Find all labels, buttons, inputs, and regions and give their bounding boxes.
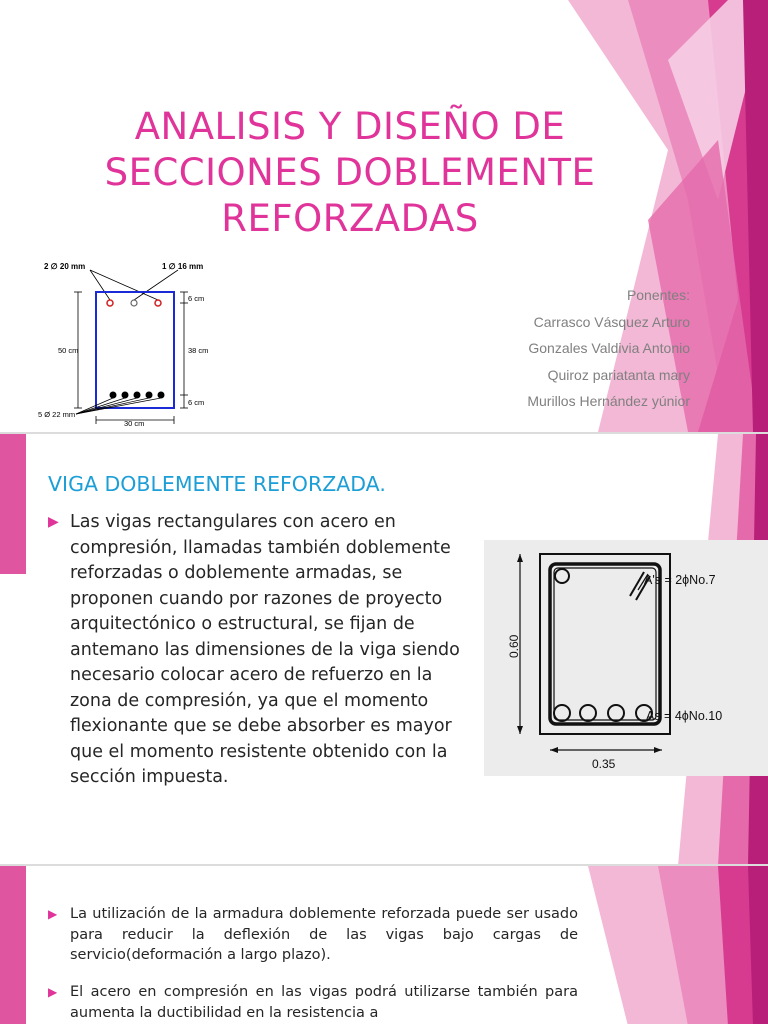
slide-uses [0, 864, 768, 1024]
slide-title [0, 0, 768, 432]
title-line-2: SECCIONES DOBLEMENTE [104, 151, 596, 194]
rebar-bottom-5 [158, 392, 165, 399]
bullet-text: El acero en compresión en las vigas podrá utilizarse también para aumenta la ductibilidad en la resistencia a [70, 984, 578, 1021]
title-line-1: ANALISIS Y DISEÑO DE [134, 105, 566, 148]
pink-geometric-decoration [568, 866, 768, 1024]
section-heading: VIGA DOBLEMENTE REFORZADA. [48, 472, 386, 496]
title-line-3: REFORZADAS [221, 197, 479, 240]
bullet-deflection [48, 904, 578, 966]
rebar-top-1 [107, 300, 113, 306]
presenter-name: Carrasco Vásquez Arturo [533, 313, 690, 330]
paragraph-text: Las vigas rectangulares con acero en compresión, llamadas también doblemente reforzadas o doblemente armadas, se proponen cuando por razones de proyecto arquitectónico o estructural, se fijan de antemano las dimensiones de la viga siendo necesario colocar acero de refuerzo en la zona de compresión, ya que el momento flexionante que se debe absorber es mayor que el momento resistente obtenido con la sección impuesta. [70, 512, 460, 787]
triangle-bullet-icon: ▶ [48, 985, 58, 999]
rebar-bottom-3 [134, 392, 141, 399]
label-top-left-bars: 2 ∅ 20 mm [44, 262, 86, 271]
rebar-bottom-1 [110, 392, 117, 399]
bullet-ductility [48, 982, 578, 1023]
triangle-bullet-icon: ▶ [48, 907, 58, 921]
pink-left-accent [0, 866, 26, 1024]
rebar-bottom-4 [146, 392, 153, 399]
rebar-top-2 [131, 300, 137, 306]
presenter-name: Murillos Hernández yúnior [527, 393, 690, 409]
bullet-text: La utilización de la armadura doblemente reforzada puede ser usado para reducir la deflexión de las vigas bajo cargas de servicio(deformación a largo plazo). [70, 906, 578, 963]
presenters-list [527, 282, 690, 415]
presenter-name: Quiroz pariatanta mary [547, 366, 690, 383]
pink-left-accent [0, 434, 26, 574]
label-height: 0.60 [507, 634, 521, 658]
slide-title-text [80, 104, 620, 242]
presenters-label: Ponentes: [626, 287, 690, 303]
presenter-name: Gonzales Valdivia Antonio [528, 340, 690, 356]
definition-paragraph [48, 510, 478, 791]
label-bottom-steel: As = 4ϕNo.10 [646, 709, 723, 723]
label-width: 0.35 [592, 757, 616, 771]
rebar-top-3 [155, 300, 161, 306]
label-dim-top: 6 cm [188, 294, 205, 303]
beam-section-photo [484, 540, 768, 776]
slide-definition [0, 432, 768, 864]
label-bottom-bars: 5 Ø 22 mm [38, 410, 76, 419]
label-width: 30 cm [124, 419, 145, 428]
label-dim-mid: 38 cm [188, 346, 209, 355]
label-height: 50 cm [58, 346, 79, 355]
rebar-bottom-2 [122, 392, 129, 399]
beam-section-diagram [38, 256, 228, 428]
label-top-steel: A's = 2ϕNo.7 [644, 573, 716, 587]
label-top-right-bar: 1 ∅ 16 mm [162, 262, 204, 271]
label-dim-bottom: 6 cm [188, 398, 205, 407]
triangle-bullet-icon: ▶ [48, 514, 59, 530]
